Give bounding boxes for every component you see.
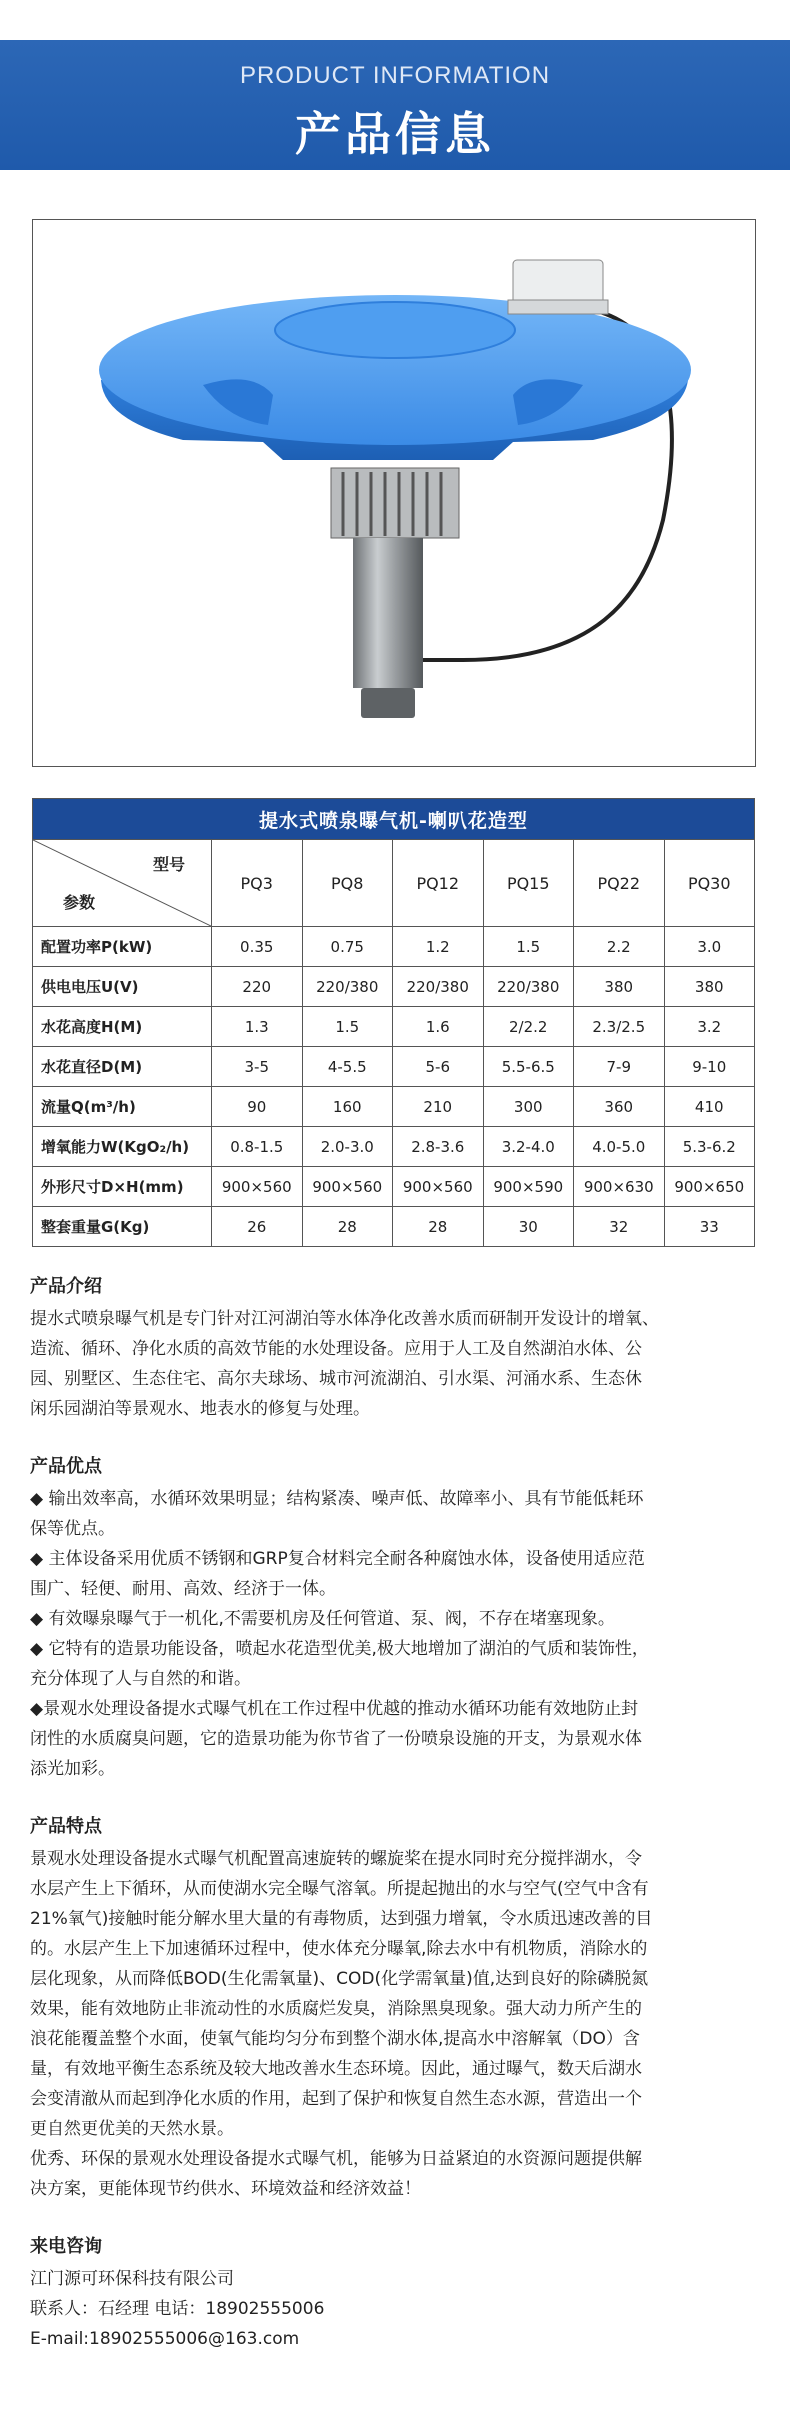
table-cell: 380: [574, 967, 665, 1007]
table-row: [33, 1207, 755, 1247]
table-corner-cell: [33, 840, 212, 927]
table-cell: 220/380: [302, 967, 393, 1007]
param-label: 流量Q(m³/h): [33, 1087, 212, 1127]
contact-section: [30, 2232, 764, 2354]
table-cell: 900×650: [664, 1167, 755, 1207]
feature-line: 效果，能有效地防止非流动性的水质腐烂发臭，消除黑臭现象。强大动力所产生的: [30, 1999, 642, 2019]
table-cell: 5-6: [393, 1047, 484, 1087]
table-cell: 900×630: [574, 1167, 665, 1207]
table-cell: 300: [483, 1087, 574, 1127]
table-cell: 160: [302, 1087, 393, 1127]
table-cell: 1.5: [483, 927, 574, 967]
features-section: [30, 1812, 764, 2204]
feature-line: 更自然更优美的天然水景。: [30, 2119, 234, 2139]
table-row: [33, 967, 755, 1007]
float-recess: [275, 302, 515, 358]
feature-line: 决方案，更能体现节约供水、环境效益和经济效益！: [30, 2179, 421, 2199]
table-cell: 3-5: [212, 1047, 303, 1087]
header-title-en: PRODUCT INFORMATION: [239, 62, 551, 89]
contact-person-phone: 联系人：石经理 电话：18902555006: [30, 2299, 325, 2319]
table-cell: 4.0-5.0: [574, 1127, 665, 1167]
table-cell: 7-9: [574, 1047, 665, 1087]
advantage-line: ◆景观水处理设备提水式曝气机在工作过程中优越的推动水循环功能有效地防止封: [30, 1699, 639, 1719]
param-label: 外形尺寸D×H(mm): [33, 1167, 212, 1207]
table-cell: 30: [483, 1207, 574, 1247]
feature-line: 水层产生上下循环，从而使湖水完全曝气溶氧。所提起抛出的水与空气(空气中含有: [30, 1879, 649, 1899]
table-cell: 3.2: [664, 1007, 755, 1047]
feature-line: 会变清澈从而起到净化水质的作用，起到了保护和恢复自然生态水源，营造出一个: [30, 2089, 642, 2109]
model-header: PQ12: [393, 840, 484, 927]
intro-line: 园、别墅区、生态住宅、高尔夫球场、城市河流湖泊、引水渠、河涌水系、生态休: [30, 1369, 642, 1389]
contact-heading: 来电咨询: [30, 2236, 102, 2257]
model-header: PQ8: [302, 840, 393, 927]
table-cell: 32: [574, 1207, 665, 1247]
intro-line: 提水式喷泉曝气机是专门针对江河湖泊等水体净化改善水质而研制开发设计的增氧、: [30, 1309, 659, 1329]
table-cell: 90: [212, 1087, 303, 1127]
table-cell: 28: [393, 1207, 484, 1247]
feature-line: 层化现象，从而降低BOD(生化需氧量)、COD(化学需氧量)值,达到良好的除磷脱氮: [30, 1969, 649, 1989]
param-label: 供电电压U(V): [33, 967, 212, 1007]
advantage-line: 闭性的水质腐臭问题，它的造景功能为你节省了一份喷泉设施的开支，为景观水体: [30, 1729, 642, 1749]
advantage-line: 充分体现了人与自然的和谐。: [30, 1669, 251, 1689]
table-cell: 1.2: [393, 927, 484, 967]
feature-line: 优秀、环保的景观水处理设备提水式曝气机，能够为日益紧迫的水资源问题提供解: [30, 2149, 642, 2169]
model-header: PQ30: [664, 840, 755, 927]
aerator-illustration: [33, 220, 755, 766]
feature-line: 浪花能覆盖整个水面，使氧气能均匀分布到整个湖水体,提高水中溶解氧（DO）含: [30, 2029, 640, 2049]
table-row: [33, 1127, 755, 1167]
table-cell: 220: [212, 967, 303, 1007]
motor-tube: [353, 538, 423, 688]
advantage-line: ◆ 主体设备采用优质不锈钢和GRP复合材料完全耐各种腐蚀水体，设备使用适应范: [30, 1549, 645, 1569]
model-header: PQ3: [212, 840, 303, 927]
table-cell: 1.5: [302, 1007, 393, 1047]
advantage-line: 保等优点。: [30, 1519, 115, 1539]
table-cell: 28: [302, 1207, 393, 1247]
contact-company: 江门源可环保科技有限公司: [30, 2269, 234, 2289]
param-label: 整套重量G(Kg): [33, 1207, 212, 1247]
table-row: [33, 927, 755, 967]
product-photo: [32, 219, 756, 767]
table-cell: 0.35: [212, 927, 303, 967]
table-cell: 2.2: [574, 927, 665, 967]
advantage-line: 添光加彩。: [30, 1759, 115, 1779]
table-cell: 220/380: [483, 967, 574, 1007]
table-row: [33, 1007, 755, 1047]
table-cell: 410: [664, 1087, 755, 1127]
corner-param-label: 参数: [63, 893, 96, 912]
table-cell: 360: [574, 1087, 665, 1127]
table-cell: 1.6: [393, 1007, 484, 1047]
table-cell: 2.0-3.0: [302, 1127, 393, 1167]
table-row: [33, 1167, 755, 1207]
advantages-section: [30, 1452, 764, 1784]
table-cell: 5.5-6.5: [483, 1047, 574, 1087]
header-title-zh: 产品信息: [295, 107, 495, 161]
intro-heading: 产品介绍: [30, 1276, 102, 1297]
table-cell: 380: [664, 967, 755, 1007]
table-cell: 26: [212, 1207, 303, 1247]
header-banner: [0, 40, 790, 170]
table-cell: 4-5.5: [302, 1047, 393, 1087]
feature-line: 景观水处理设备提水式曝气机配置高速旋转的螺旋桨在提水同时充分搅拌湖水，令: [30, 1849, 642, 1869]
table-cell: 0.8-1.5: [212, 1127, 303, 1167]
intro-line: 造流、循环、净化水质的高效节能的水处理设备。应用于人工及自然湖泊水体、公: [30, 1339, 642, 1359]
table-cell: 900×560: [212, 1167, 303, 1207]
table-row: [33, 1047, 755, 1087]
advantage-line: 围广、轻便、耐用、高效、经济于一体。: [30, 1579, 336, 1599]
intro-section: [30, 1272, 764, 1424]
table-cell: 900×560: [393, 1167, 484, 1207]
feature-line: 量，有效地平衡生态系统及较大地改善水生态环境。因此，通过曝气，数天后湖水: [30, 2059, 642, 2079]
advantage-line: ◆ 它特有的造景功能设备，喷起水花造型优美,极大地增加了湖泊的气质和装饰性，: [30, 1639, 649, 1659]
table-cell: 220/380: [393, 967, 484, 1007]
model-header: PQ15: [483, 840, 574, 927]
motor-base: [361, 688, 415, 718]
table-cell: 1.3: [212, 1007, 303, 1047]
spec-table: [32, 798, 755, 1247]
table-cell: 3.0: [664, 927, 755, 967]
advantage-line: ◆ 有效曝泉曝气于一机化,不需要机房及任何管道、泵、阀，不存在堵塞现象。: [30, 1609, 615, 1629]
param-label: 水花直径D(M): [33, 1047, 212, 1087]
features-heading: 产品特点: [30, 1816, 102, 1837]
advantage-line: ◆ 输出效率高，水循环效果明显；结构紧凑、噪声低、故障率小、具有节能低耗环: [30, 1489, 644, 1509]
model-header: PQ22: [574, 840, 665, 927]
table-cell: 900×590: [483, 1167, 574, 1207]
param-label: 增氧能力W(KgO₂/h): [33, 1127, 212, 1167]
corner-model-label: 型号: [152, 855, 185, 874]
table-cell: 210: [393, 1087, 484, 1127]
advantages-heading: 产品优点: [30, 1456, 102, 1477]
table-cell: 0.75: [302, 927, 393, 967]
table-cell: 2.8-3.6: [393, 1127, 484, 1167]
feature-line: 21%氧气)接触时能分解水里大量的有毒物质，达到强力增氧，令水质迅速改善的目: [30, 1909, 653, 1929]
contact-email: E-mail:18902555006@163.com: [30, 2329, 300, 2349]
table-cell: 2.3/2.5: [574, 1007, 665, 1047]
table-cell: 33: [664, 1207, 755, 1247]
spec-table-title: 提水式喷泉曝气机-喇叭花造型: [33, 799, 755, 840]
feature-line: 的。水层产生上下加速循环过程中，使水体充分曝氧,除去水中有机物质，消除水的: [30, 1939, 648, 1959]
table-cell: 2/2.2: [483, 1007, 574, 1047]
table-cell: 9-10: [664, 1047, 755, 1087]
table-cell: 900×560: [302, 1167, 393, 1207]
param-label: 水花高度H(M): [33, 1007, 212, 1047]
table-row: [33, 1087, 755, 1127]
table-cell: 3.2-4.0: [483, 1127, 574, 1167]
param-label: 配置功率P(kW): [33, 927, 212, 967]
intro-line: 闲乐园湖泊等景观水、地表水的修复与处理。: [30, 1399, 370, 1419]
table-cell: 5.3-6.2: [664, 1127, 755, 1167]
